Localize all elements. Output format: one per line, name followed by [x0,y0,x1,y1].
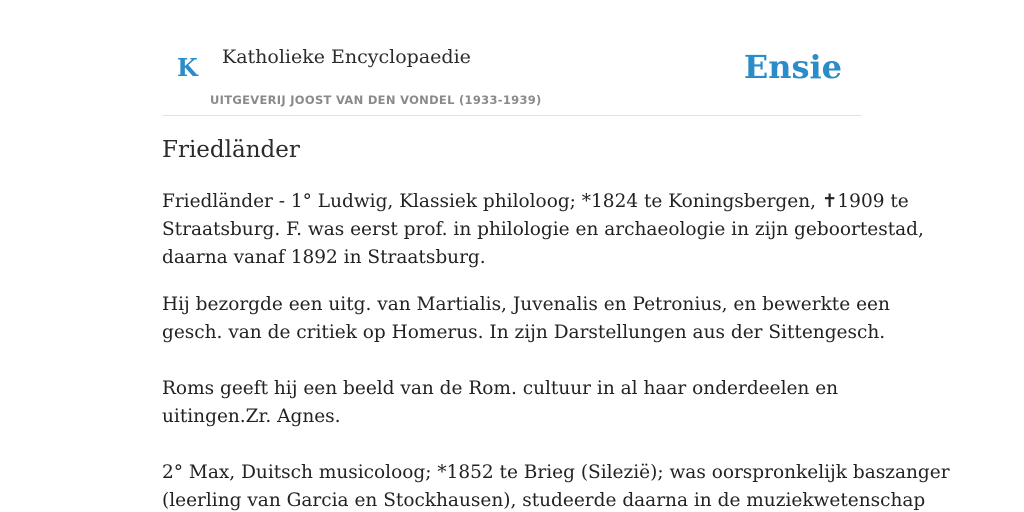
paragraph-line: gesch. van de critiek op Homerus. In zijn Darstellungen aus der Sittengesch. [162,321,886,343]
encyclopedia-title[interactable]: Katholieke Encyclopaedie [222,46,471,68]
article-paragraph [162,375,862,431]
paragraph-line: Roms geeft hij een beeld van de Rom. cultuur in al haar onderdeelen en [162,377,839,399]
article-title: Friedländer [162,137,300,163]
encyclopedia-logo[interactable]: K [177,53,198,82]
paragraph-line: 2° Max, Duitsch musicoloog; *1852 te Brieg (Silezië); was oorspronkelijk baszanger [162,461,950,483]
article-paragraph [162,459,950,512]
paragraph-line: uitingen.Zr. Agnes. [162,405,341,427]
article-content [162,136,950,512]
site-header [162,0,862,116]
paragraph-line: Hij bezorgde een uitg. van Martialis, Juvenalis en Petronius, en bewerkte een [162,293,890,315]
paragraph-line: Friedländer - 1° Ludwig, Klassiek philoloog; *1824 te Koningsbergen, ✝1909 te [162,190,909,212]
paragraph-line: daarna vanaf 1892 in Straatsburg. [162,246,486,268]
article-paragraph [162,291,890,347]
paragraph-line: (leerling van Garcia en Stockhausen), studeerde daarna in de muziekwetenschap [162,489,926,511]
paragraph-line: Straatsburg. F. was eerst prof. in philologie en archaeologie in zijn geboortestad, [162,218,924,240]
publisher-label: UITGEVERIJ JOOST VAN DEN VONDEL (1933-1939) [210,93,542,107]
ensie-brand-logo[interactable]: Ensie [743,48,842,86]
article-paragraph [162,188,924,272]
